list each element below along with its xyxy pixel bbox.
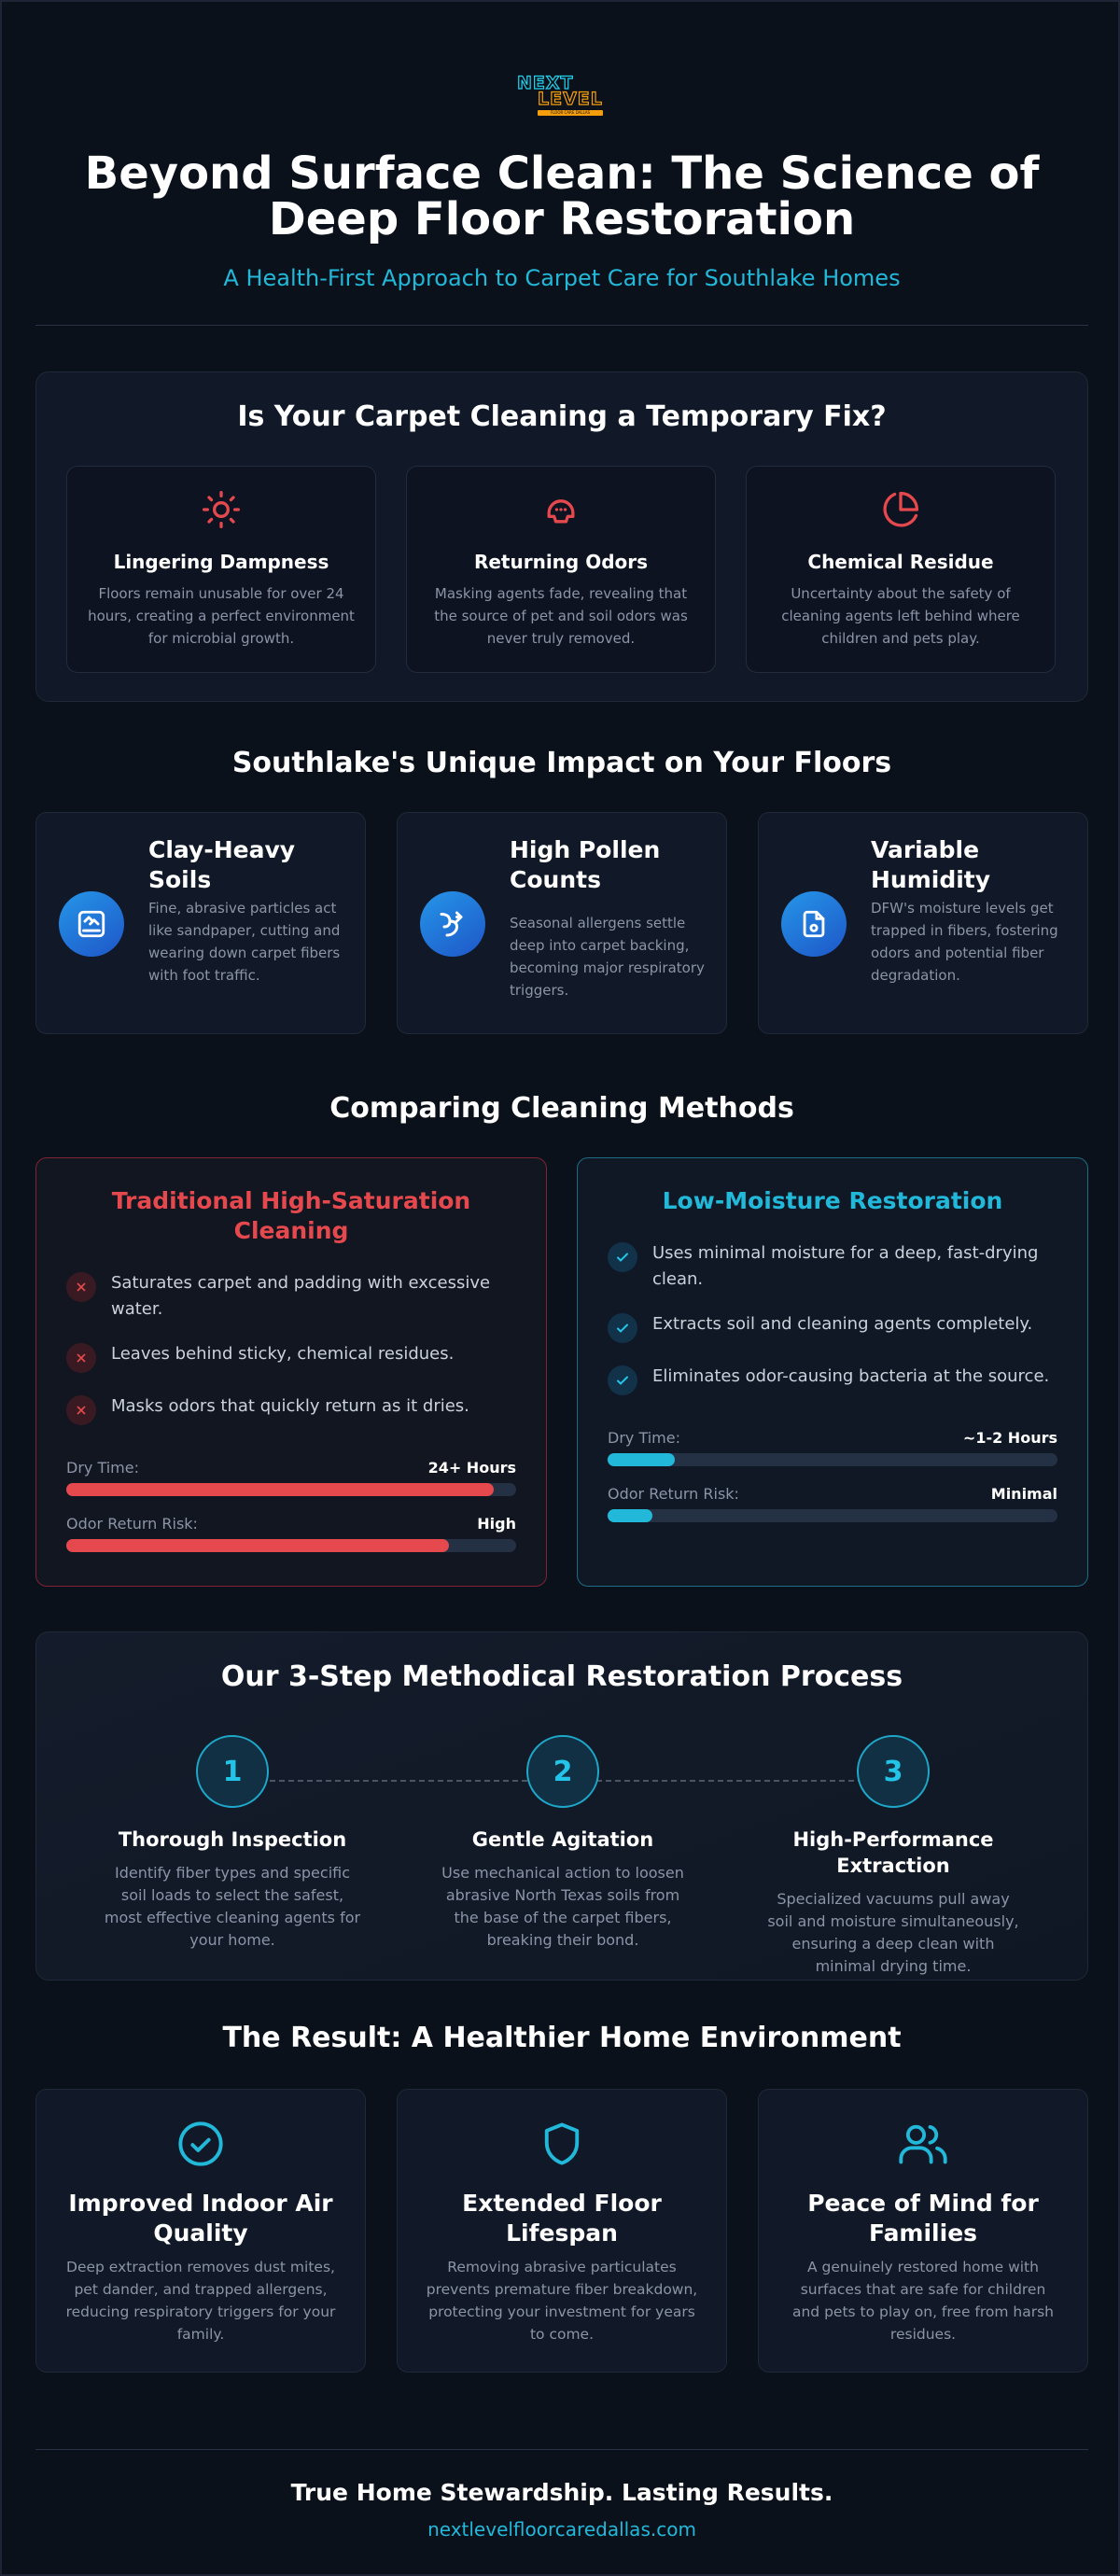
metric-label: Odor Return Risk: [66,1515,198,1533]
metric-bar [608,1453,1057,1466]
metric-value: Minimal [990,1485,1057,1503]
page-subtitle: A Health-First Approach to Carpet Care for Southlake Homes [223,265,901,291]
check-circle-icon [36,2120,365,2168]
bullet-text: Leaves behind sticky, chemical residues. [111,1344,455,1364]
logo-line-2: LEVEL [538,89,603,109]
problem-card [406,466,716,673]
impact-text: DFW's moisture levels get trapped in fibers, fostering odors and potential fiber degradation. [871,900,1058,984]
metric-bar [66,1483,516,1496]
low-moisture-method-card [577,1157,1088,1587]
problem-heading: Returning Odors [473,551,649,573]
logo-line-1: NEXT [517,73,574,93]
result-heading: Extended Floor Lifespan [462,2190,662,2247]
result-text: Deep extraction removes dust mites, pet dander, and trapped allergens, reducing respiratory triggers for your family. [65,2259,336,2343]
bullet-text: Extracts soil and cleaning agents completely. [652,1314,1033,1334]
metric-value: ~1-2 Hours [962,1429,1057,1447]
step-text: Specialized vacuums pull away soil and moisture simultaneously, ensuring a deep clean with minimal drying time. [767,1890,1019,1975]
x-icon [66,1272,96,1302]
step-number: 1 [196,1735,269,1808]
impact-text: Seasonal allergens settle deep into carpet backing, becoming major respiratory triggers. [510,915,705,999]
result-heading: Peace of Mind for Families [807,2190,1039,2247]
page-title: Beyond Surface Clean: The Science of Deep Floor Restoration [84,147,1040,245]
process-panel [35,1631,1088,1981]
metric-bar-fill [66,1539,449,1552]
metric-bar-fill [608,1509,652,1522]
image-icon [59,891,124,957]
result-card [397,2089,727,2373]
impact-heading: High Pollen Counts [510,836,661,893]
metric-bar-fill [66,1483,494,1496]
bullet-text: Uses minimal moisture for a deep, fast-drying clean. [652,1243,1039,1289]
metric-bar-fill [608,1453,675,1466]
speech-bubble-icon [407,489,715,534]
problem-card [746,466,1056,673]
low-moisture-title: Low-Moisture Restoration [662,1187,1003,1214]
metric-label: Dry Time: [608,1429,680,1447]
metric-value: High [477,1515,516,1533]
metric-label: Odor Return Risk: [608,1485,739,1503]
metric-bar [66,1539,516,1552]
x-icon [66,1395,96,1425]
metric-value: 24+ Hours [427,1459,516,1477]
problem-text: Uncertainty about the safety of cleaning agents left behind where children and pets play. [781,585,1020,647]
check-icon [608,1242,637,1272]
step-heading: Thorough Inspection [118,1828,347,1851]
step-number: 3 [857,1735,930,1808]
problem-card [66,466,376,673]
result-text: Removing abrasive particulates prevents premature fiber breakdown, protecting your investment for years to come. [426,2259,698,2343]
bullet-text: Masks odors that quickly return as it dries. [111,1396,469,1416]
impact-heading: Clay-Heavy Soils [148,836,296,893]
problem-text: Floors remain unusable for over 24 hours, creating a perfect environment for microbial growth. [88,585,355,647]
check-icon [608,1313,637,1343]
impact-text: Fine, abrasive particles act like sandpaper, cutting and wearing down carpet fibers with foot traffic. [148,900,341,984]
result-card [758,2089,1088,2373]
impact-card [397,812,727,1034]
process-title: Our 3-Step Methodical Restoration Process [220,1660,903,1693]
x-icon [66,1343,96,1373]
wind-icon [420,891,485,957]
step-number: 2 [526,1735,599,1808]
impact-card [758,812,1088,1034]
bullet-text: Eliminates odor-causing bacteria at the source. [652,1366,1050,1386]
website-link[interactable]: nextlevelfloorcaredallas.com [427,2518,696,2541]
result-card [35,2089,366,2373]
impact-title: Southlake's Unique Impact on Your Floors [231,747,892,779]
shield-icon [398,2120,726,2168]
impact-card [35,812,366,1034]
step-heading: High-Performance Extraction [792,1828,994,1877]
step-text: Identify fiber types and specific soil loads to select the safest, most effective cleaning agents for your home. [104,1864,361,1949]
problems-panel [35,371,1088,702]
file-icon [781,891,847,957]
sun-icon [67,489,375,534]
results-title: The Result: A Healthier Home Environment [222,2022,902,2054]
impact-heading: Variable Humidity [871,836,991,893]
divider [35,325,1088,326]
brand-logo[interactable] [517,75,607,119]
traditional-method-card [35,1157,547,1587]
footer-tagline: True Home Stewardship. Lasting Results. [290,2479,833,2506]
step-text: Use mechanical action to loosen abrasive North Texas soils from the base of the carpet fibers, breaking their bond. [441,1864,684,1949]
comparison-title: Comparing Cleaning Methods [329,1092,794,1125]
result-text: A genuinely restored home with surfaces that are safe for children and pets to play on, free from harsh residues. [791,2259,1054,2343]
logo-tagline: FLOOR CARE DALLAS [538,110,603,116]
problem-heading: Chemical Residue [807,551,994,573]
problem-text: Masking agents fade, revealing that the source of pet and soil odors was never truly removed. [434,585,688,647]
metric-label: Dry Time: [66,1459,139,1477]
problem-heading: Lingering Dampness [113,551,329,573]
bullet-text: Saturates carpet and padding with excessive water. [111,1273,491,1319]
result-heading: Improved Indoor Air Quality [68,2190,333,2247]
pie-chart-icon [747,489,1055,534]
check-icon [608,1365,637,1395]
problems-title: Is Your Carpet Cleaning a Temporary Fix? [237,400,887,433]
step-heading: Gentle Agitation [471,1828,654,1851]
metric-bar [608,1509,1057,1522]
traditional-title: Traditional High-Saturation Cleaning [111,1187,471,1244]
users-icon [759,2120,1087,2168]
footer-divider [35,2449,1088,2450]
